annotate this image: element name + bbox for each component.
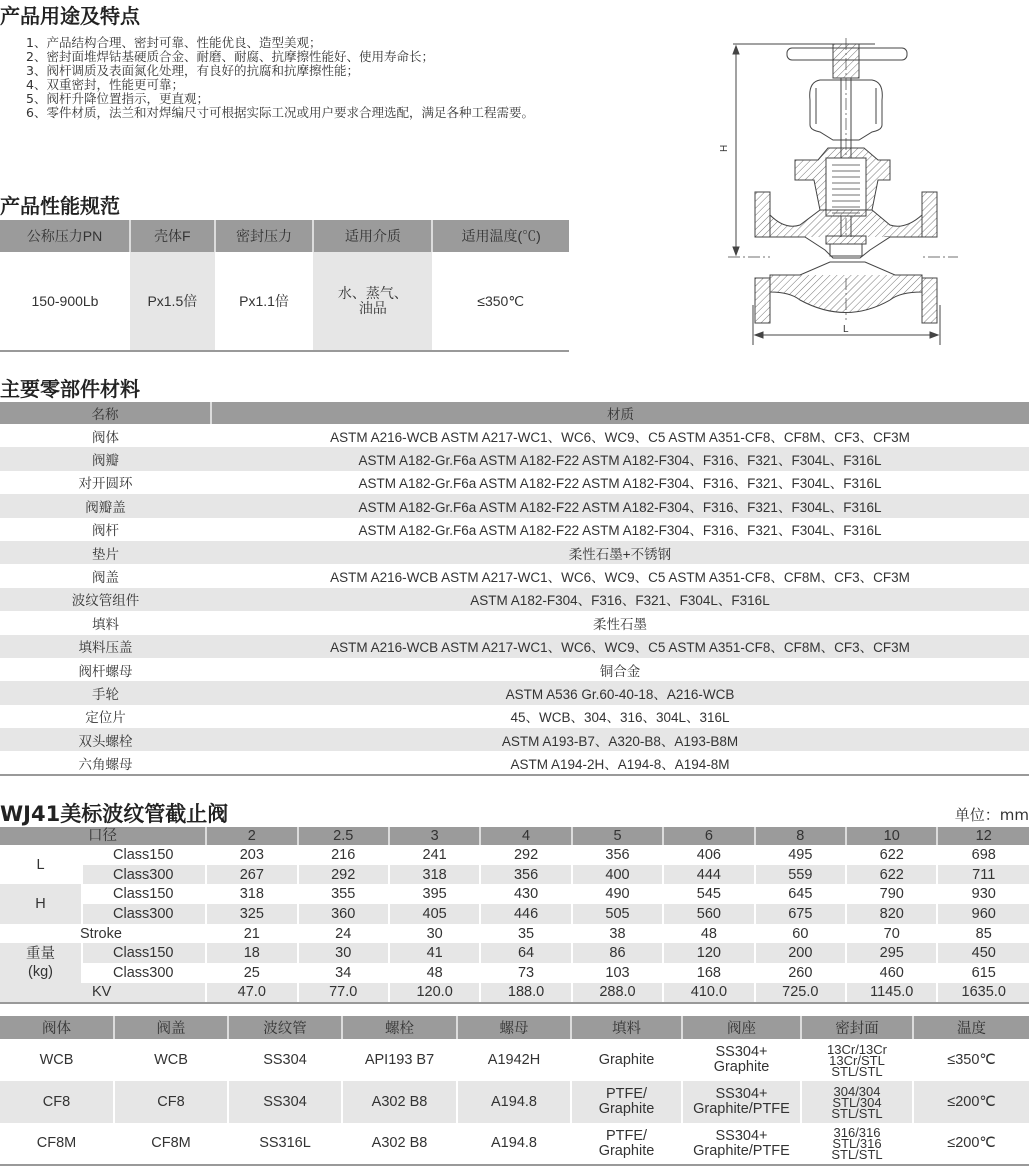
- table-row: [0, 681, 1029, 704]
- material-cell: ASTM A216-WCB ASTM A217-WC1、WC6、WC9、C5 ASTM A351-CF8、CF8M、CF3、CF3M: [211, 635, 1029, 658]
- material-cell: ASTM A182-Gr.F6a ASTM A182-F22 ASTM A182-F304、F316、F321、F304L、F316L: [211, 494, 1029, 517]
- size-column-header: 2.5: [298, 827, 389, 845]
- column-header: 螺栓: [342, 1016, 457, 1039]
- table-cell: ≤350℃: [432, 252, 569, 351]
- part-name-cell: 阀盖: [92, 570, 119, 586]
- table-header-row: [0, 827, 1029, 845]
- length-label: L: [843, 324, 849, 335]
- value-cell: 120: [663, 943, 754, 963]
- feature-item: 1、产品结构合理、密封可靠、性能优良、造型美观；: [26, 35, 322, 50]
- value-cell: 930: [971, 886, 996, 903]
- value-cell: 356: [480, 865, 571, 885]
- table-cell: API193 B7: [342, 1039, 457, 1081]
- table-cell: ≤350℃: [947, 1051, 996, 1068]
- value-cell: 430: [480, 884, 571, 904]
- value-cell: 288.0: [572, 983, 663, 1003]
- unit-label: 单位：mm: [954, 806, 1029, 824]
- value-cell: 295: [846, 943, 937, 963]
- column-header: 波纹管: [228, 1016, 342, 1039]
- value-cell: 77.0: [298, 983, 389, 1003]
- weight-label-cell: 重量 (kg): [0, 943, 82, 982]
- value-cell: 446: [480, 904, 571, 924]
- table-header-row: [0, 220, 569, 252]
- table-cell: A1942H: [457, 1039, 571, 1081]
- table-row: [0, 1123, 1029, 1165]
- value-cell: 48: [663, 924, 754, 944]
- value-cell: 790: [846, 884, 937, 904]
- column-header: 名称: [0, 402, 211, 424]
- material-cell: 铜合金: [599, 663, 641, 679]
- value-cell: 675: [755, 904, 846, 924]
- value-cell: 560: [663, 904, 754, 924]
- table-row: [0, 252, 569, 351]
- part-name-cell: 阀瓣: [0, 447, 211, 470]
- materials-title: 主要零部件材料: [0, 377, 140, 401]
- table-row: [0, 728, 1029, 751]
- size-column-header: 3: [389, 827, 480, 845]
- class-label-cell: Class300: [82, 904, 206, 924]
- value-cell: 103: [572, 963, 663, 983]
- column-header: 阀体: [0, 1016, 114, 1039]
- table-cell: CF8: [114, 1081, 228, 1123]
- size-column-header: 6: [663, 827, 754, 845]
- group-label-cell: L: [0, 845, 82, 884]
- value-cell: 30: [389, 924, 480, 944]
- table-cell: SS316L: [228, 1123, 342, 1165]
- table-row: [0, 904, 1029, 924]
- part-name-cell: 对开圆环: [78, 476, 133, 492]
- table-row: [0, 564, 1029, 587]
- value-cell: 820: [846, 904, 937, 924]
- part-name-cell: 双头螺栓: [0, 728, 211, 751]
- value-cell: 444: [663, 865, 754, 885]
- part-name-cell: 阀杆: [92, 523, 119, 539]
- value-cell: 615: [971, 964, 996, 981]
- size-header: 口径: [0, 827, 206, 845]
- performance-table: [0, 220, 569, 352]
- flange-left: [755, 192, 770, 237]
- value-cell: 30: [298, 943, 389, 963]
- value-cell: 325: [206, 904, 297, 924]
- size-column-header: 4: [480, 827, 571, 845]
- table-cell: Graphite: [571, 1039, 682, 1081]
- value-cell: 645: [755, 884, 846, 904]
- table-row: [0, 705, 1029, 728]
- table-header-row: [0, 402, 1029, 424]
- value-cell: 559: [755, 865, 846, 885]
- table-row: [0, 658, 1029, 681]
- value-cell: 38: [572, 924, 663, 944]
- table-cell: SS304: [228, 1039, 342, 1081]
- feature-item: 3、阀杆调质及表面氮化处理，有良好的抗腐和抗摩擦性能；: [26, 63, 359, 78]
- value-cell: 622: [846, 845, 937, 865]
- feature-item: 4、双重密封，性能更可靠；: [26, 77, 184, 92]
- column-header: 适用介质: [313, 220, 432, 252]
- value-cell: 203: [206, 845, 297, 865]
- value-cell: 405: [389, 904, 480, 924]
- table-header-row: [0, 1016, 1029, 1039]
- table-cell: SS304+ Graphite/PTFE: [682, 1081, 801, 1123]
- table-cell: CF8: [0, 1081, 114, 1123]
- value-cell: 267: [206, 865, 297, 885]
- value-cell: 495: [755, 845, 846, 865]
- value-cell: 318: [206, 884, 297, 904]
- table-row: [0, 635, 1029, 658]
- features-list: [0, 36, 570, 120]
- disc: [826, 236, 866, 244]
- value-cell: 188.0: [480, 983, 571, 1003]
- table-row: [0, 865, 1029, 885]
- feature-item: 5、阀杆升降位置指示，更直观；: [26, 91, 209, 106]
- size-column-header: 12: [937, 827, 1029, 845]
- value-cell: 460: [846, 963, 937, 983]
- part-name-cell: 阀杆螺母: [78, 663, 133, 679]
- table-cell: WCB: [0, 1039, 114, 1081]
- valve-cross-section-drawing: [700, 30, 980, 350]
- table-row: [0, 884, 1029, 904]
- part-name-cell: 手轮: [0, 681, 211, 704]
- table-row: [0, 943, 1029, 963]
- value-cell: 47.0: [206, 983, 297, 1003]
- table-cell: 316/316 STL/316 STL/STL: [801, 1123, 913, 1165]
- value-cell: 292: [480, 845, 571, 865]
- material-cell: 柔性石墨+不锈钢: [211, 541, 1029, 564]
- value-cell: 545: [663, 884, 754, 904]
- table-row: [0, 751, 1029, 774]
- table-cell: Px1.1倍: [215, 252, 314, 351]
- height-label: H: [719, 144, 730, 152]
- table-cell: A194.8: [457, 1081, 571, 1123]
- value-cell: 1145.0: [846, 983, 937, 1003]
- group-label-cell: H: [0, 884, 82, 923]
- value-cell: 355: [298, 884, 389, 904]
- value-cell: 360: [298, 904, 389, 924]
- column-header: 螺母: [457, 1016, 571, 1039]
- value-cell: 34: [298, 963, 389, 983]
- value-cell: 356: [572, 845, 663, 865]
- column-header: 壳体F: [130, 220, 215, 252]
- material-cell: ASTM A182-Gr.F6a ASTM A182-F22 ASTM A182-F304、F316、F321、F304L、F316L: [211, 447, 1029, 470]
- value-cell: 410.0: [663, 983, 754, 1003]
- flange-right: [922, 192, 937, 237]
- table-row: [0, 447, 1029, 470]
- material-cell: ASTM A193-B7、A320-B8、A193-B8M: [211, 728, 1029, 751]
- size-column-header: 2: [206, 827, 297, 845]
- value-cell: 622: [846, 865, 937, 885]
- value-cell: 48: [389, 963, 480, 983]
- table-row: [0, 541, 1029, 564]
- value-cell: 260: [755, 963, 846, 983]
- stroke-label-cell: Stroke: [0, 924, 206, 944]
- material-cell: ASTM A182-Gr.F6a ASTM A182-F22 ASTM A182-F304、F316、F321、F304L、F316L: [358, 476, 882, 492]
- material-cell: ASTM A536 Gr.60-40-18、A216-WCB: [211, 681, 1029, 704]
- class-label-cell: Class300: [82, 963, 206, 983]
- column-header: 密封面: [801, 1016, 913, 1039]
- value-cell: 450: [937, 943, 1029, 963]
- table-row: [0, 963, 1029, 983]
- table-cell: 水、蒸气、 油品: [313, 252, 432, 351]
- class-label-cell: Class150: [82, 943, 206, 963]
- materials-table: [0, 402, 1029, 776]
- table-cell: PTFE/ Graphite: [571, 1081, 682, 1123]
- part-name-cell: 填料压盖: [0, 635, 211, 658]
- table-cell: SS304+ Graphite/PTFE: [682, 1123, 801, 1165]
- class-label-cell: Class150: [82, 884, 206, 904]
- material-cell: ASTM A216-WCB ASTM A217-WC1、WC6、WC9、C5 ASTM A351-CF8、CF8M、CF3、CF3M: [330, 429, 910, 445]
- column-header: 密封压力: [215, 220, 314, 252]
- value-cell: 60: [755, 924, 846, 944]
- value-cell: 400: [572, 865, 663, 885]
- part-name-cell: 阀瓣盖: [0, 494, 211, 517]
- column-header: 公称压力PN: [0, 220, 130, 252]
- table-cell: WCB: [114, 1039, 228, 1081]
- feature-item: 2、密封面堆焊钴基硬质合金、耐磨、耐腐、抗摩擦性能好、使用寿命长；: [26, 49, 434, 64]
- value-cell: 711: [937, 865, 1029, 885]
- column-header: 温度: [913, 1016, 1029, 1039]
- table-cell: SS304: [228, 1081, 342, 1123]
- part-name-cell: 填料: [92, 616, 119, 632]
- material-cell: ASTM A216-WCB ASTM A217-WC1、WC6、WC9、C5 ASTM A351-CF8、CF8M、CF3、CF3M: [330, 570, 910, 586]
- column-header: 材质: [211, 402, 1029, 424]
- column-header: 填料: [571, 1016, 682, 1039]
- value-cell: 698: [971, 846, 996, 863]
- value-cell: 25: [206, 963, 297, 983]
- value-cell: 86: [572, 943, 663, 963]
- value-cell: 85: [975, 925, 992, 942]
- value-cell: 200: [755, 943, 846, 963]
- value-cell: 490: [572, 884, 663, 904]
- value-cell: 41: [389, 943, 480, 963]
- size-column-header: 10: [846, 827, 937, 845]
- table-cell: 13Cr/13Cr 13Cr/STL STL/STL: [801, 1039, 913, 1081]
- value-cell: 318: [389, 865, 480, 885]
- table-cell: ≤200℃: [913, 1081, 1029, 1123]
- value-cell: 960: [937, 904, 1029, 924]
- material-cell: 柔性石墨: [593, 616, 647, 632]
- value-cell: 241: [389, 845, 480, 865]
- value-cell: 406: [663, 845, 754, 865]
- value-cell: 70: [846, 924, 937, 944]
- table-cell: CF8M: [114, 1123, 228, 1165]
- value-cell: 64: [480, 943, 571, 963]
- class-label-cell: Class300: [82, 865, 206, 885]
- dimensions-table: [0, 827, 1029, 1004]
- value-cell: 24: [298, 924, 389, 944]
- value-cell: 73: [480, 963, 571, 983]
- table-cell: A194.8: [457, 1123, 571, 1165]
- table-cell: CF8M: [0, 1123, 114, 1165]
- part-name-cell: 定位片: [85, 710, 126, 726]
- table-row: [0, 845, 1029, 865]
- dimensions-title: WJ41美标波纹管截止阀: [0, 802, 229, 826]
- table-cell: PTFE/ Graphite: [571, 1123, 682, 1165]
- features-title: 产品用途及特点: [0, 4, 140, 28]
- value-cell: 395: [389, 884, 480, 904]
- table-row: [0, 611, 1029, 634]
- value-cell: 35: [480, 924, 571, 944]
- table-row: [0, 1081, 1029, 1123]
- material-cell: ASTM A182-F304、F316、F321、F304L、F316L: [211, 588, 1029, 611]
- table-row: [0, 924, 1029, 944]
- material-cell: ASTM A182-Gr.F6a ASTM A182-F22 ASTM A182-F304、F316、F321、F304L、F316L: [358, 523, 882, 539]
- table-cell: Px1.5倍: [130, 252, 215, 351]
- column-header: 适用温度(℃): [432, 220, 569, 252]
- value-cell: 18: [206, 943, 297, 963]
- table-row: [0, 471, 1029, 494]
- part-name-cell: 阀体: [92, 429, 119, 445]
- value-cell: 216: [298, 845, 389, 865]
- material-options-table: [0, 1016, 1029, 1166]
- size-column-header: 8: [755, 827, 846, 845]
- material-cell: 45、WCB、304、316、304L、316L: [510, 710, 730, 726]
- table-row: [0, 1039, 1029, 1081]
- table-row: [0, 424, 1029, 447]
- value-cell: 725.0: [755, 983, 846, 1003]
- table-row: [0, 494, 1029, 517]
- value-cell: 168: [663, 963, 754, 983]
- feature-item: 6、零件材质，法兰和对焊编尺寸可根据实际工况或用户要求合理选配，满足各种工程需要。: [26, 105, 534, 120]
- value-cell: 1635.0: [937, 983, 1029, 1003]
- table-cell: SS304+ Graphite: [682, 1039, 801, 1081]
- table-cell: 150-900Lb: [0, 252, 130, 351]
- table-row: [0, 588, 1029, 611]
- value-cell: 505: [572, 904, 663, 924]
- material-cell: ASTM A194-2H、A194-8、A194-8M: [211, 751, 1029, 774]
- part-name-cell: 波纹管组件: [0, 588, 211, 611]
- class-label-cell: Class150: [82, 845, 206, 865]
- table-cell: A302 B8: [342, 1081, 457, 1123]
- value-cell: 21: [206, 924, 297, 944]
- part-name-cell: 垫片: [0, 541, 211, 564]
- table-cell: ≤200℃: [913, 1123, 1029, 1165]
- value-cell: 120.0: [389, 983, 480, 1003]
- column-header: 阀座: [682, 1016, 801, 1039]
- column-header: 阀盖: [114, 1016, 228, 1039]
- table-row: [0, 983, 1029, 1003]
- kv-label-cell: KV: [0, 983, 206, 1003]
- table-cell: A302 B8: [342, 1123, 457, 1165]
- table-row: [0, 518, 1029, 541]
- performance-title: 产品性能规范: [0, 194, 120, 218]
- size-column-header: 5: [572, 827, 663, 845]
- part-name-cell: 六角螺母: [0, 751, 211, 774]
- value-cell: 292: [298, 865, 389, 885]
- table-cell: 304/304 STL/304 STL/STL: [801, 1081, 913, 1123]
